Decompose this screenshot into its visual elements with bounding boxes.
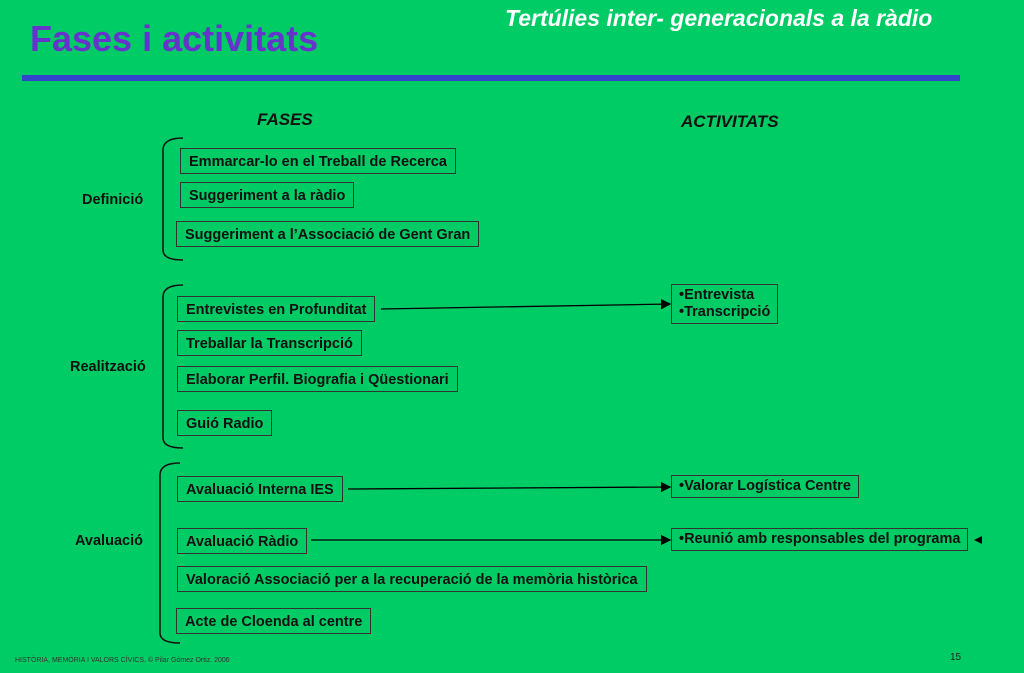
activity-box-entrevista (671, 284, 778, 324)
activity-line: •Transcripció (679, 304, 771, 320)
phase-box-suggeriment-associacio: Suggeriment a l’Associació de Gent Gran (176, 221, 479, 247)
activity-line: •Valorar Logística Centre (679, 478, 851, 494)
arrow-tip-right (974, 536, 982, 544)
phase-box-avaluacio-interna: Avaluació Interna IES (177, 476, 343, 502)
footer-credit: HISTÒRIA, MEMÒRIA I VALORS CÍVICS. © Pilar Gómez Ortiz. 2006 (15, 657, 230, 664)
arrow-entrevistes (381, 304, 670, 309)
phase-label-avaluacio: Avaluació (75, 533, 143, 549)
phase-box-acte-cloenda: Acte de Cloenda al centre (176, 608, 371, 634)
phase-box-emmarcar: Emmarcar-lo en el Treball de Recerca (180, 148, 456, 174)
column-heading-activitats: ACTIVITATS (681, 112, 779, 131)
page-title: Fases i activitats (30, 18, 319, 59)
phase-box-valoracio-associacio: Valoració Associació per a la recuperació de la memòria històrica (177, 566, 647, 592)
phase-box-perfil: Elaborar Perfil. Biografia i Qüestionari (177, 366, 458, 392)
phase-box-entrevistes: Entrevistes en Profunditat (177, 296, 375, 322)
column-heading-fases: FASES (257, 110, 313, 129)
phase-box-transcripcio: Treballar la Transcripció (177, 330, 362, 356)
page-number: 15 (950, 652, 962, 663)
phase-box-suggeriment-radio: Suggeriment a la ràdio (180, 182, 354, 208)
page-subtitle: Tertúlies inter- generacionals a la ràdio (505, 5, 933, 31)
phase-box-guio: Guió Radio (177, 410, 272, 436)
activity-box-logistica (671, 475, 859, 498)
activity-box-reunio (671, 528, 968, 551)
phase-label-definicio: Definició (82, 192, 144, 208)
phase-label-realitzacio: Realització (70, 359, 146, 375)
phase-box-avaluacio-radio: Avaluació Ràdio (177, 528, 307, 554)
activity-line: •Reunió amb responsables del programa (679, 531, 961, 547)
arrow-avaluacio-interna (348, 487, 670, 489)
activity-line: •Entrevista (679, 287, 755, 303)
